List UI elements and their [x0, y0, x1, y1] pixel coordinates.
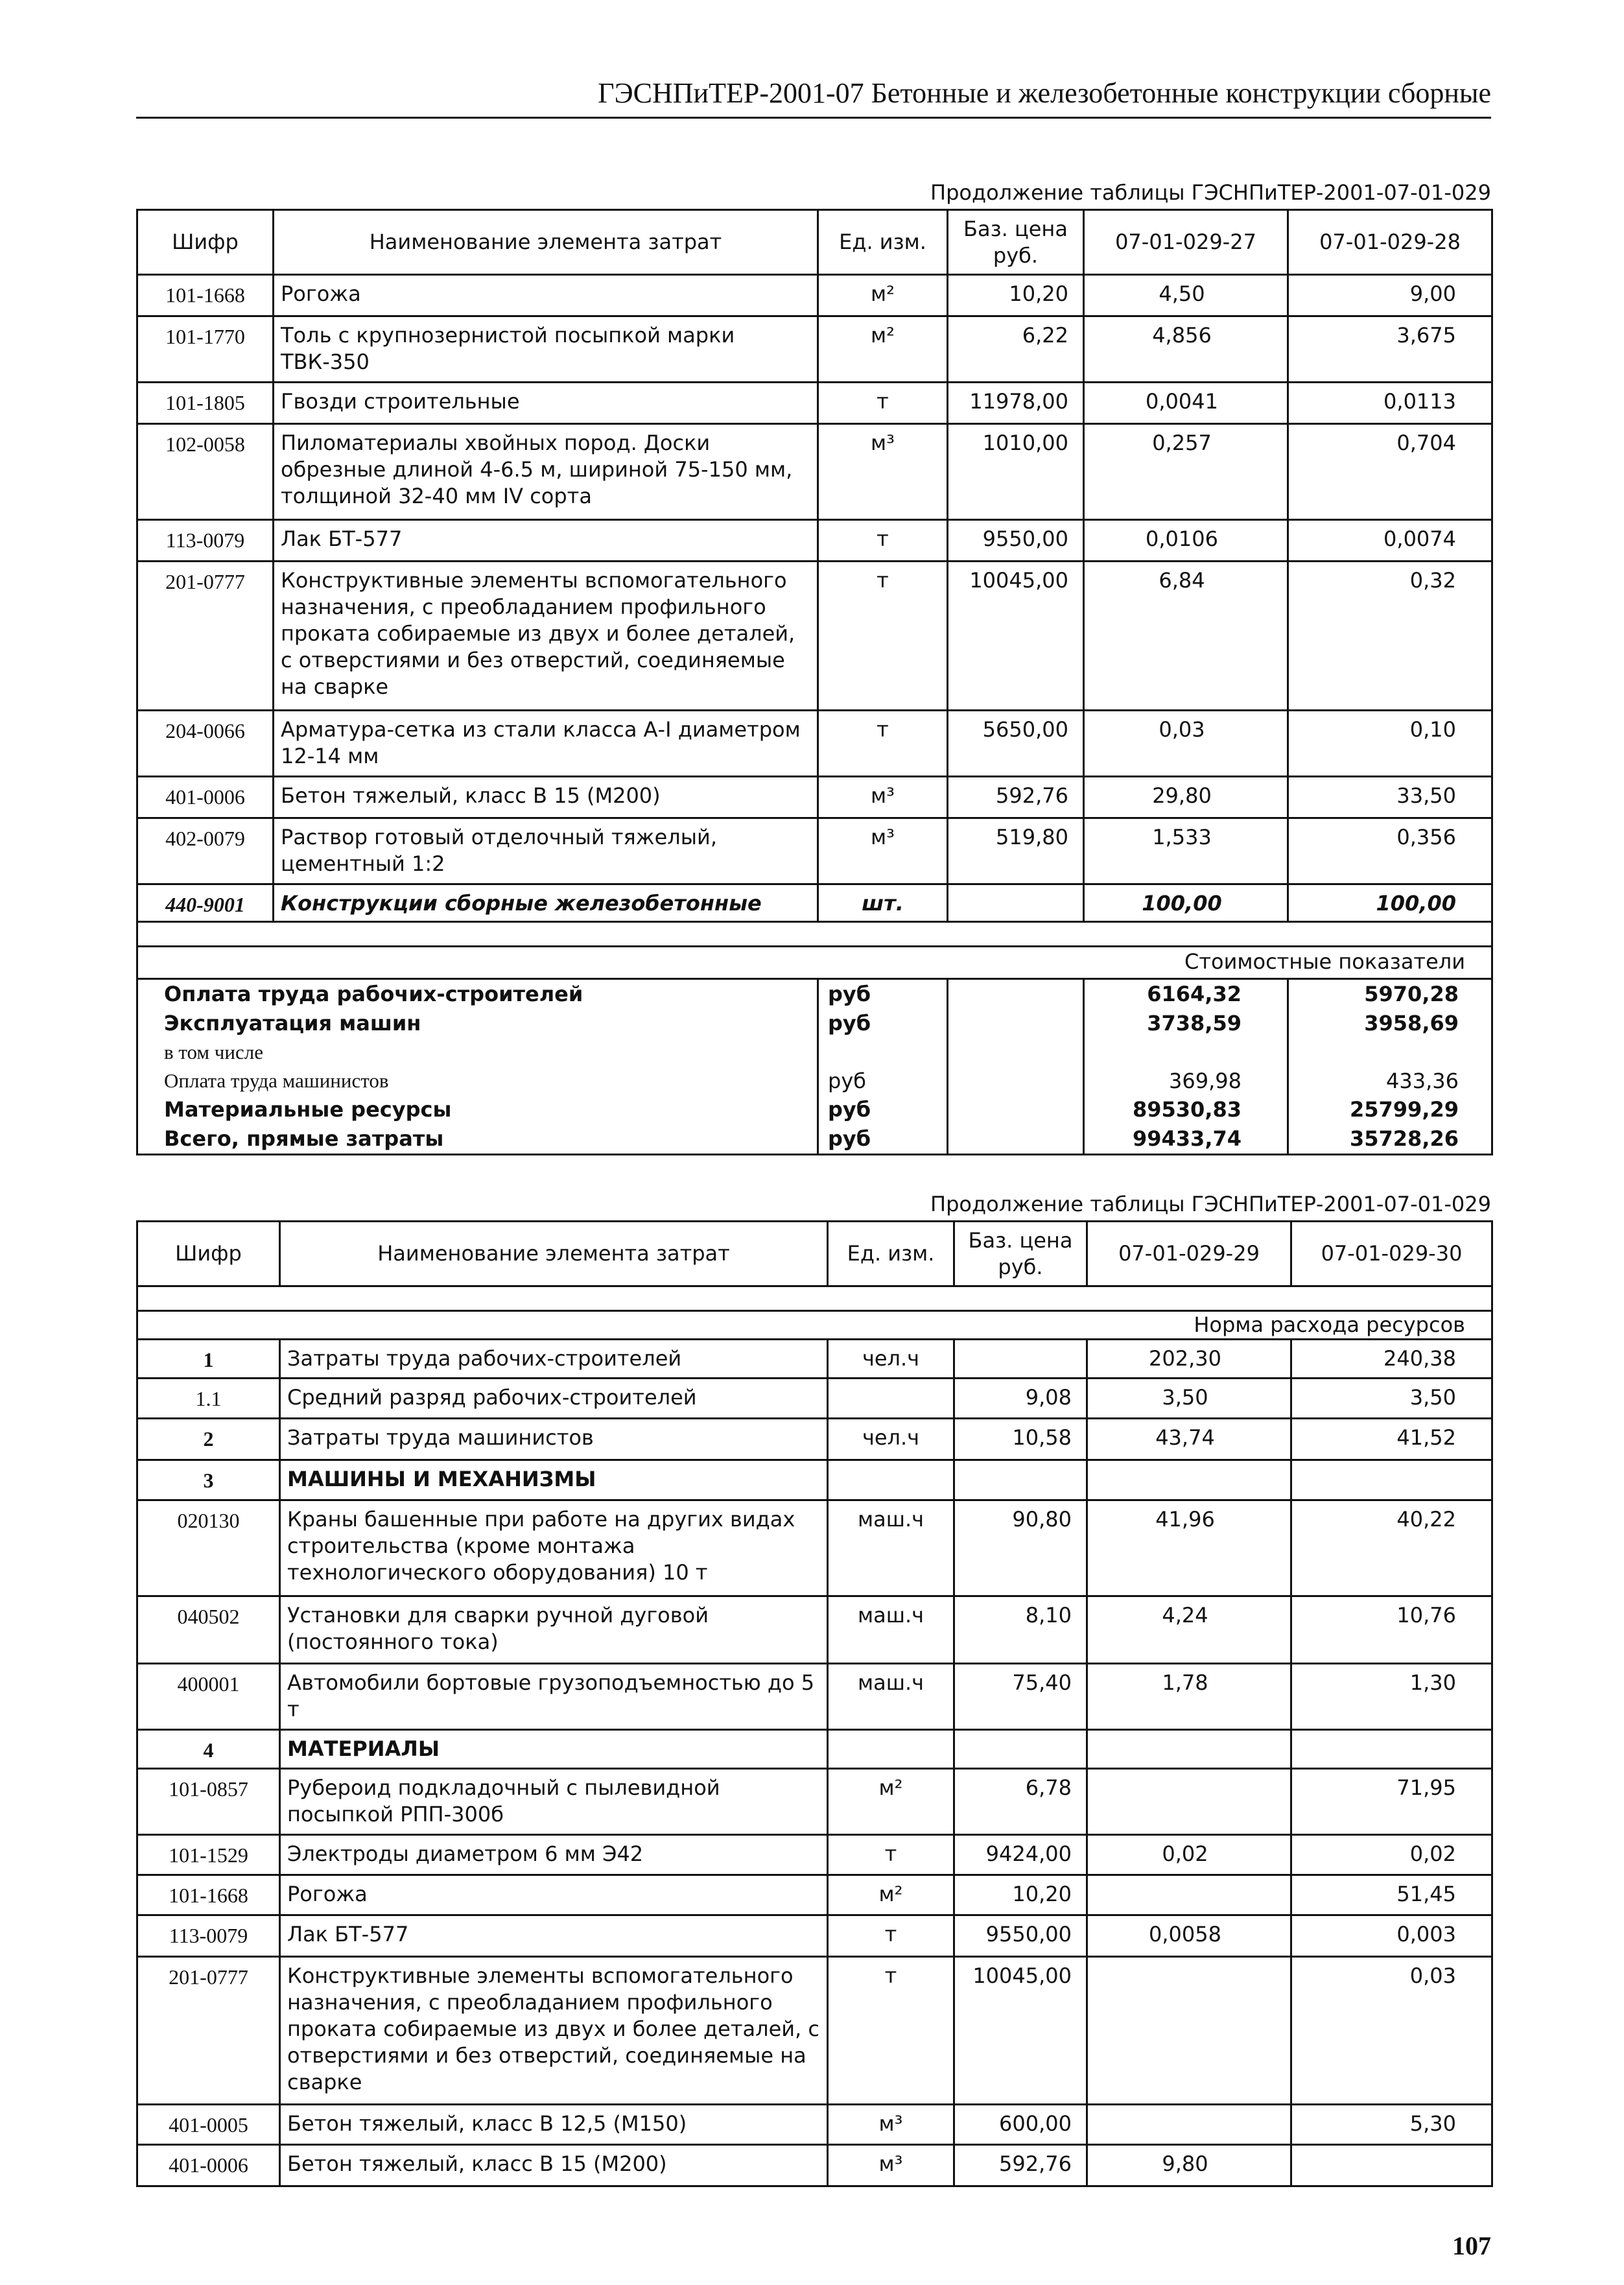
cell-name: Раствор готовый отделочный тяжелый, цементный 1:2	[274, 818, 818, 884]
cell-unit: м²	[828, 1875, 954, 1915]
cell-unit: м²	[828, 1769, 954, 1835]
cell-unit	[828, 1379, 954, 1419]
cell-v1	[1087, 2105, 1291, 2145]
table-row	[137, 1915, 1492, 1957]
cell-unit: т	[818, 562, 948, 711]
page-number: 107	[1452, 2231, 1491, 2260]
cell-price: 90,80	[954, 1500, 1087, 1596]
cell-price: 9424,00	[954, 1835, 1087, 1875]
cell-v2: 41,52	[1291, 1419, 1492, 1460]
cell-name: Электроды диаметром 6 мм Э42	[280, 1835, 828, 1875]
cell-code: 4	[137, 1730, 280, 1769]
cell-v1: 4,24	[1087, 1596, 1291, 1664]
cell-name: Затраты труда машинистов	[280, 1419, 828, 1460]
cell-v1: 202,30	[1087, 1340, 1291, 1379]
table-row	[137, 1664, 1492, 1730]
cell-code: 440-9001	[137, 884, 274, 922]
summary-v2: 5970,28	[1288, 978, 1492, 1008]
table-row	[137, 1875, 1492, 1915]
table-row-total	[137, 884, 1492, 922]
cell-v1: 0,02	[1087, 1835, 1291, 1875]
cell-v2: 9,00	[1288, 275, 1492, 316]
summary-unit: руб	[818, 978, 948, 1008]
section-title: МАТЕРИАЛЫ	[280, 1730, 828, 1769]
cell-unit: т	[828, 1835, 954, 1875]
col-header: Шифр	[137, 210, 274, 275]
cell-name: Лак БТ-577	[280, 1915, 828, 1957]
cell-name: Установки для сварки ручной дуговой (постоянного тока)	[280, 1596, 828, 1664]
cell-code: 102-0058	[137, 424, 274, 520]
cost-header: Стоимостные показатели	[137, 946, 1492, 978]
table-row	[137, 316, 1492, 383]
cell-v2: 71,95	[1291, 1769, 1492, 1835]
table-row	[137, 1419, 1492, 1460]
cell-v1: 1,533	[1084, 818, 1288, 884]
header-rule	[136, 117, 1491, 119]
cell-v1: 4,50	[1084, 275, 1288, 316]
summary-unit	[818, 1038, 948, 1067]
col-header: Наименование элемента затрат	[274, 210, 818, 275]
cell-name: Конструкции сборные железобетонные	[274, 884, 818, 922]
cell-name: Краны башенные при работе на других видах строительства (кроме монтажа технологического оборудования) 10 т	[280, 1500, 828, 1596]
summary-unit: руб	[818, 1095, 948, 1124]
table-row	[137, 424, 1492, 520]
cell-name: Конструктивные элементы вспомогательного назначения, с преобладанием профильного проката собираемые из двух и более деталей, с отверстиями и без отверстий, соединяемые на сварке	[274, 562, 818, 711]
cell-v1: 4,856	[1084, 316, 1288, 383]
cell-name: Конструктивные элементы вспомогательного назначения, с преобладанием профильного проката собираемые из двух и более деталей, с отверстиями и без отверстий, соединяемые на сварке	[280, 1957, 828, 2105]
col-header: Ед. изм.	[828, 1222, 954, 1286]
table-row	[137, 275, 1492, 316]
table1-header-row	[137, 210, 1492, 275]
cell-price: 75,40	[954, 1664, 1087, 1730]
cell-code: 400001	[137, 1664, 280, 1730]
table-row	[137, 1835, 1492, 1875]
cell-name: Арматура-сетка из стали класса А-I диаметром 12-14 мм	[274, 711, 818, 777]
cell-v2: 0,02	[1291, 1835, 1492, 1875]
cell-price: 5650,00	[948, 711, 1084, 777]
cell-unit: шт.	[818, 884, 948, 922]
summary-v1: 99433,74	[1084, 1124, 1288, 1154]
cell-code: 401-0005	[137, 2105, 280, 2145]
table1-caption: Продолжение таблицы ГЭСНПиТЕР-2001-07-01-029	[930, 180, 1491, 205]
table-row	[137, 777, 1492, 818]
summary-v2: 35728,26	[1288, 1124, 1492, 1154]
section-row	[137, 1460, 1492, 1500]
cell-code: 402-0079	[137, 818, 274, 884]
cell-v1	[1087, 1957, 1291, 2105]
cell-v1	[1087, 1875, 1291, 1915]
summary-label: Всего, прямые затраты	[137, 1124, 818, 1154]
summary-row	[137, 1095, 1492, 1124]
cell-v1: 100,00	[1084, 884, 1288, 922]
cell-name: Лак БТ-577	[274, 520, 818, 562]
cell-unit: м³	[818, 818, 948, 884]
table-row	[137, 711, 1492, 777]
cell-code: 101-1770	[137, 316, 274, 383]
table-row	[137, 2105, 1492, 2145]
cell-v1: 0,257	[1084, 424, 1288, 520]
cell-unit: маш.ч	[828, 1500, 954, 1596]
cell-unit: т	[828, 1957, 954, 2105]
cell-price: 10045,00	[948, 562, 1084, 711]
table2	[136, 1220, 1493, 2187]
cell-price: 519,80	[948, 818, 1084, 884]
cell-name: Средний разряд рабочих-строителей	[280, 1379, 828, 1419]
summary-row	[137, 978, 1492, 1008]
cell-v1	[1087, 1769, 1291, 1835]
cell-code: 101-1529	[137, 1835, 280, 1875]
cell-v1: 6,84	[1084, 562, 1288, 711]
cell-code: 113-0079	[137, 520, 274, 562]
cell-price: 11978,00	[948, 383, 1084, 424]
cell-v2: 33,50	[1288, 777, 1492, 818]
norm-header-row	[137, 1311, 1492, 1340]
cell-unit: маш.ч	[828, 1664, 954, 1730]
cell-price: 10,20	[948, 275, 1084, 316]
cell-unit: маш.ч	[828, 1596, 954, 1664]
table-row	[137, 520, 1492, 562]
cell-unit: чел.ч	[828, 1340, 954, 1379]
cell-unit: т	[818, 383, 948, 424]
cell-code: 201-0777	[137, 1957, 280, 2105]
summary-v2: 3958,69	[1288, 1009, 1492, 1038]
cell-v2: 0,03	[1291, 1957, 1492, 2105]
cell-unit: м³	[828, 2145, 954, 2186]
cell-price: 10045,00	[954, 1957, 1087, 2105]
summary-label: Оплата труда машинистов	[137, 1067, 818, 1096]
cell-price: 10,20	[954, 1875, 1087, 1915]
table2-header-row	[137, 1222, 1492, 1286]
summary-v1	[1084, 1038, 1288, 1067]
summary-label: Оплата труда рабочих-строителей	[137, 978, 818, 1008]
cell-v1: 29,80	[1084, 777, 1288, 818]
cell-price: 1010,00	[948, 424, 1084, 520]
cell-price: 592,76	[954, 2145, 1087, 2186]
section-title: МАШИНЫ И МЕХАНИЗМЫ	[280, 1460, 828, 1500]
cell-v2: 1,30	[1291, 1664, 1492, 1730]
cell-code: 1	[137, 1340, 280, 1379]
cell-v2: 3,675	[1288, 316, 1492, 383]
table-row	[137, 818, 1492, 884]
section-row	[137, 1730, 1492, 1769]
cell-price: 600,00	[954, 2105, 1087, 2145]
cell-code: 401-0006	[137, 777, 274, 818]
table-row	[137, 1769, 1492, 1835]
cell-v2: 3,50	[1291, 1379, 1492, 1419]
cell-price	[948, 884, 1084, 922]
cell-price: 9550,00	[954, 1915, 1087, 1957]
summary-v1: 3738,59	[1084, 1009, 1288, 1038]
cell-name: Пиломатериалы хвойных пород. Доски обрезные длиной 4-6.5 м, шириной 75-150 мм, толщиной 32-40 мм IV сорта	[274, 424, 818, 520]
cell-code: 201-0777	[137, 562, 274, 711]
table-row	[137, 1957, 1492, 2105]
cell-v1: 41,96	[1087, 1500, 1291, 1596]
cell-code: 101-0857	[137, 1769, 280, 1835]
summary-unit: руб	[818, 1067, 948, 1096]
cell-price: 592,76	[948, 777, 1084, 818]
cell-code: 040502	[137, 1596, 280, 1664]
summary-unit: руб	[818, 1009, 948, 1038]
cell-code: 101-1668	[137, 1875, 280, 1915]
cell-code: 101-1805	[137, 383, 274, 424]
table2-caption: Продолжение таблицы ГЭСНПиТЕР-2001-07-01-029	[930, 1192, 1491, 1216]
cell-unit: м³	[818, 424, 948, 520]
col-header: Наименование элемента затрат	[280, 1222, 828, 1286]
summary-row	[137, 1038, 1492, 1067]
table-row	[137, 1500, 1492, 1596]
cell-v2: 0,003	[1291, 1915, 1492, 1957]
cell-code: 101-1668	[137, 275, 274, 316]
cell-code: 3	[137, 1460, 280, 1500]
cost-header-row	[137, 946, 1492, 978]
table-row	[137, 562, 1492, 711]
cell-price	[954, 1340, 1087, 1379]
norm-header: Норма расхода ресурсов	[137, 1311, 1492, 1340]
col-header: 07-01-029-29	[1087, 1222, 1291, 1286]
col-header: 07-01-029-30	[1291, 1222, 1492, 1286]
summary-v2	[1288, 1038, 1492, 1067]
col-header: 07-01-029-27	[1084, 210, 1288, 275]
summary-v2: 25799,29	[1288, 1095, 1492, 1124]
cell-unit: м³	[818, 777, 948, 818]
cell-v1: 0,0106	[1084, 520, 1288, 562]
table-row	[137, 383, 1492, 424]
cell-v2: 0,0113	[1288, 383, 1492, 424]
cell-price: 9550,00	[948, 520, 1084, 562]
cell-name: Гвозди строительные	[274, 383, 818, 424]
cell-unit: т	[828, 1915, 954, 1957]
cell-name: Бетон тяжелый, класс В 12,5 (М150)	[280, 2105, 828, 2145]
cell-price: 9,08	[954, 1379, 1087, 1419]
cell-name: Затраты труда рабочих-строителей	[280, 1340, 828, 1379]
cell-v1: 0,0041	[1084, 383, 1288, 424]
cell-name: Толь с крупнозернистой посыпкой марки ТВК-350	[274, 316, 818, 383]
cell-v2: 10,76	[1291, 1596, 1492, 1664]
cell-v2	[1291, 2145, 1492, 2186]
cell-v2: 0,704	[1288, 424, 1492, 520]
cell-code: 020130	[137, 1500, 280, 1596]
cell-v2: 0,10	[1288, 711, 1492, 777]
col-header: Шифр	[137, 1222, 280, 1286]
table-row	[137, 2145, 1492, 2186]
table-row	[137, 1379, 1492, 1419]
spacer-row	[137, 921, 1492, 946]
cell-v2: 5,30	[1291, 2105, 1492, 2145]
cell-name: Рогожа	[274, 275, 818, 316]
table1	[136, 209, 1493, 1155]
cell-unit: м²	[818, 275, 948, 316]
cell-v2: 51,45	[1291, 1875, 1492, 1915]
summary-v2: 433,36	[1288, 1067, 1492, 1096]
cell-v1: 43,74	[1087, 1419, 1291, 1460]
cell-v1: 0,03	[1084, 711, 1288, 777]
cell-unit: чел.ч	[828, 1419, 954, 1460]
cell-unit: т	[818, 711, 948, 777]
table-row	[137, 1596, 1492, 1664]
col-header: Баз. цена руб.	[954, 1222, 1087, 1286]
cell-v2: 100,00	[1288, 884, 1492, 922]
cell-v1: 3,50	[1087, 1379, 1291, 1419]
cell-code: 2	[137, 1419, 280, 1460]
cell-price: 8,10	[954, 1596, 1087, 1664]
cell-unit: т	[818, 520, 948, 562]
cell-v1: 0,0058	[1087, 1915, 1291, 1957]
col-header: Ед. изм.	[818, 210, 948, 275]
col-header: Баз. цена руб.	[948, 210, 1084, 275]
summary-v1: 369,98	[1084, 1067, 1288, 1096]
cell-v2: 0,0074	[1288, 520, 1492, 562]
cell-name: Бетон тяжелый, класс В 15 (М200)	[274, 777, 818, 818]
cell-v2: 0,356	[1288, 818, 1492, 884]
summary-row	[137, 1067, 1492, 1096]
cell-name: Рогожа	[280, 1875, 828, 1915]
cell-code: 113-0079	[137, 1915, 280, 1957]
cell-v1: 9,80	[1087, 2145, 1291, 2186]
col-header: 07-01-029-28	[1288, 210, 1492, 275]
cell-v2: 40,22	[1291, 1500, 1492, 1596]
summary-unit: руб	[818, 1124, 948, 1154]
summary-label: Эксплуатация машин	[137, 1009, 818, 1038]
cell-v2: 240,38	[1291, 1340, 1492, 1379]
cell-name: Автомобили бортовые грузоподъемностью до 5 т	[280, 1664, 828, 1730]
cell-name: Рубероид подкладочный с пылевидной посыпкой РПП-300б	[280, 1769, 828, 1835]
spacer-row	[137, 1286, 1492, 1311]
table-row	[137, 1340, 1492, 1379]
summary-v1: 6164,32	[1084, 978, 1288, 1008]
summary-v1: 89530,83	[1084, 1095, 1288, 1124]
cell-unit: м²	[818, 316, 948, 383]
cell-price: 6,78	[954, 1769, 1087, 1835]
cell-price: 10,58	[954, 1419, 1087, 1460]
cell-code: 204-0066	[137, 711, 274, 777]
summary-row	[137, 1009, 1492, 1038]
cell-name: Бетон тяжелый, класс В 15 (М200)	[280, 2145, 828, 2186]
cell-price: 6,22	[948, 316, 1084, 383]
cell-unit: м³	[828, 2105, 954, 2145]
cell-v2: 0,32	[1288, 562, 1492, 711]
summary-label: Материальные ресурсы	[137, 1095, 818, 1124]
cell-code: 401-0006	[137, 2145, 280, 2186]
summary-row	[137, 1124, 1492, 1154]
summary-label: в том числе	[137, 1038, 818, 1067]
cell-code: 1.1	[137, 1379, 280, 1419]
cell-v1: 1,78	[1087, 1664, 1291, 1730]
running-header: ГЭСНПиТЕР-2001-07 Бетонные и железобетонные конструкции сборные	[598, 77, 1491, 109]
